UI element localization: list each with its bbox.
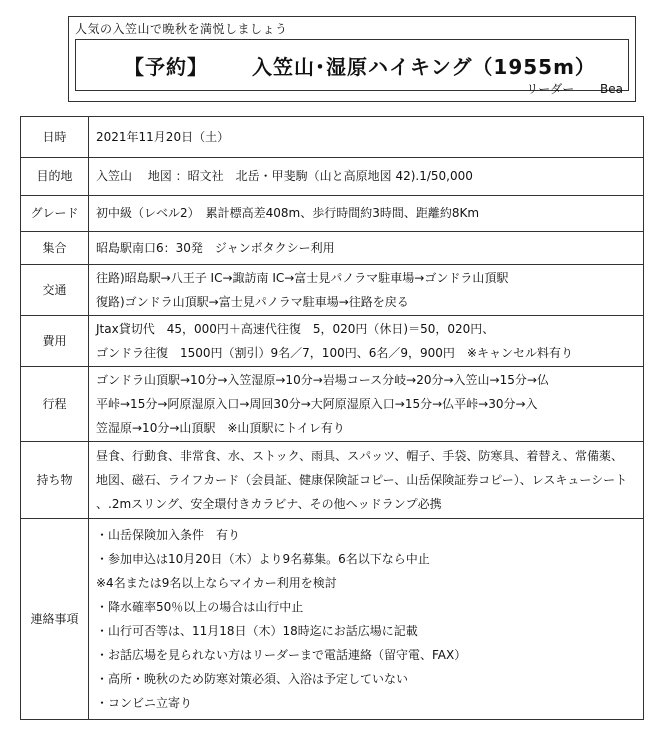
table-row [21,157,644,196]
info-table [20,116,644,720]
row-value [89,518,644,719]
row-value [89,441,644,518]
table-row [21,366,644,441]
value-line: ※4名または9名以上ならマイカー利用を検討 [96,575,337,590]
row-label: 目的地 [21,157,89,196]
value-line: ・コンビニ立寄り [96,695,193,710]
table-row [21,518,644,719]
row-label: 連絡事項 [21,518,89,719]
row-value [89,315,644,366]
value-line: ゴンドラ山頂駅→10分→入笠湿原→10分→岩場コース分岐→20分→入笠山→15分→仏 [96,372,549,387]
table-row [21,265,644,316]
row-value [89,265,644,316]
value-line: 笠湿原→10分→山頂駅 ※山頂駅にトイレ有り [96,420,345,435]
leader-line [526,80,623,97]
row-label: 交通 [21,265,89,316]
value-line: ・参加申込は10月20日（木）より9名募集。6名以下なら中止 [96,551,430,566]
value-line: ・山岳保険加入条件 有り [96,527,241,542]
row-label: 行程 [21,366,89,441]
value-line: 復路)ゴンドラ山頂駅→富士見パノラマ駐車場→往路を戻る [96,295,409,310]
value-line: 往路)昭島駅→八王子 IC→諏訪南 IC→富士見パノラマ駐車場→ゴンドラ山頂駅 [96,271,509,286]
value-line: ・お話広場を見られない方はリーダーまで電話連絡（留守電、FAX） [96,647,467,662]
title-tag: 【予約】 [124,54,208,79]
table-row [21,196,644,232]
leader-label: リーダー [526,82,575,96]
value-line: 昭島駅南口6：30発 ジャンボタクシー利用 [96,240,335,255]
row-label: グレード [21,196,89,232]
table-row [21,117,644,158]
subtitle: 人気の入笠山で晩秋を満悦しましょう [75,22,288,36]
value-line: 初中級（レベル2） 累計標高差408m、歩行時間約3時間、距離約8Km [96,206,480,221]
header-box [68,16,636,102]
row-value [89,196,644,232]
value-line: 平峠→15分→阿原湿原入口→周回30分→大阿原湿原入口→15分→仏平峠→30分→入 [96,396,538,411]
value-line: 入笠山 地図 ：昭文社 北岳・甲斐駒（山と高原地図 42).1/50,000 [96,169,473,184]
value-line: ・高所・晩秋のため防寒対策必須、入浴は予定していない [96,671,409,686]
row-label: 費用 [21,315,89,366]
value-line: ・山行可否等は、11月18日（木）18時迄にお話広場に記載 [96,623,418,638]
value-line: 昼食、行動食、非常食、水、ストック、雨具、スパッツ、帽子、手袋、防寒具、着替え、常備薬、 [96,448,624,463]
row-label: 日時 [21,117,89,158]
row-value [89,366,644,441]
row-value [89,117,644,158]
row-label: 持ち物 [21,441,89,518]
value-line: 2021年11月20日（土） [96,129,230,144]
value-line: 、.2mスリング、安全環付きカラビナ、その他ヘッドランプ必携 [96,496,442,511]
value-line: ・降水確率50％以上の場合は山行中止 [96,599,304,614]
value-line: 地図、磁石、ライフカード（会員証、健康保険証コピー、山岳保険証券コピー）、レスキューシート [96,472,628,487]
row-label: 集合 [21,231,89,265]
page-title: 入笠山･湿原ハイキング（1955m） [252,54,596,79]
value-line: Jtax貸切代 45，000円＋高速代往復 5，020円（休日)＝50，020円、 [96,321,495,336]
table-row [21,315,644,366]
row-value [89,157,644,196]
table-row [21,441,644,518]
leader-name: Bea [600,82,623,96]
row-value [89,231,644,265]
table-row [21,231,644,265]
value-line: ゴンドラ往復 1500円（割引）9名／7，100円、6名／9，900円 ※キャンセル料有り [96,345,573,360]
